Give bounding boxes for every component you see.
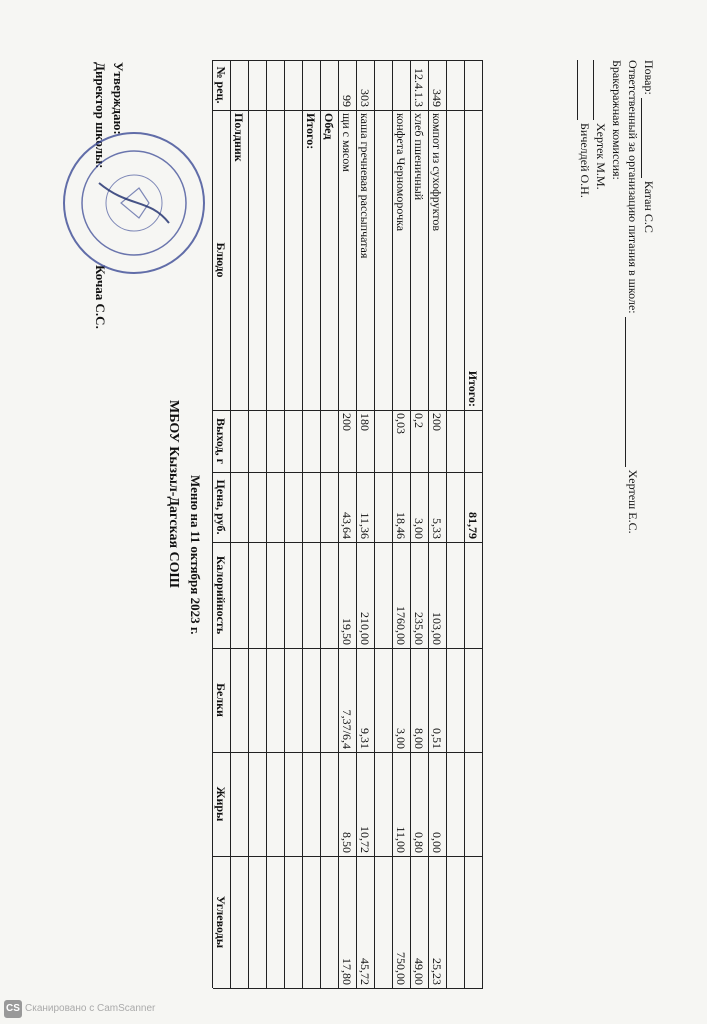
table-cell	[230, 856, 248, 988]
table-header-cell: Блюдо	[214, 242, 228, 278]
table-cell: 8,00	[412, 728, 426, 749]
commission-label: Бракеражная комиссия:	[610, 60, 624, 180]
table-cell: 81,79	[466, 512, 480, 539]
table-cell	[284, 856, 302, 988]
table-row	[464, 60, 483, 988]
table-cell: 0,00	[430, 832, 444, 853]
table-cell: 210,00	[358, 612, 372, 645]
table-cell: 3,00	[394, 728, 408, 749]
watermark-text: Сканировано с CamScanner	[25, 1003, 156, 1014]
table-cell	[464, 752, 482, 856]
commission-member-1	[593, 60, 609, 534]
school-stamp-icon	[59, 128, 209, 278]
table-cell: 0,03	[394, 413, 408, 434]
table-header-row	[212, 60, 231, 988]
cook-label: Повар:	[642, 60, 656, 95]
table-cell	[284, 648, 302, 752]
table-cell: Итого:	[304, 113, 318, 150]
table-cell: 11,36	[358, 512, 372, 539]
table-cell: 9,31	[358, 728, 372, 749]
table-cell	[446, 110, 464, 410]
table-cell: 19,50	[340, 618, 354, 645]
table-cell	[320, 856, 338, 988]
table-cell	[266, 856, 284, 988]
table-cell	[284, 60, 302, 110]
table-header-cell: Углеводы	[214, 895, 228, 949]
table-cell	[320, 542, 338, 648]
table-column-divider	[213, 752, 483, 753]
table-row	[446, 60, 465, 988]
table-cell	[230, 542, 248, 648]
table-cell	[230, 472, 248, 542]
table-cell: 17,80	[340, 958, 354, 985]
table-cell: компот из сухофруктов	[430, 113, 444, 232]
table-cell	[374, 410, 392, 472]
table-cell	[320, 60, 338, 110]
table-cell	[266, 110, 284, 410]
table-cell	[446, 472, 464, 542]
table-row	[338, 60, 357, 988]
table-cell: 349	[430, 89, 444, 107]
table-header-cell: № рец.	[214, 66, 228, 104]
table-cell: хлеб пшеничный	[412, 113, 426, 201]
table-cell	[248, 60, 266, 110]
table-cell	[302, 60, 320, 110]
table-cell: 0,51	[430, 728, 444, 749]
table-cell	[230, 648, 248, 752]
director-label: Директор школы:	[93, 62, 108, 169]
table-column-divider	[213, 110, 483, 111]
menu-table	[213, 60, 483, 988]
table-cell: 303	[358, 89, 372, 107]
table-cell: 0,2	[412, 413, 426, 428]
responsible-label: Ответственный за организацию питания в школе:	[626, 60, 640, 314]
table-cell: 103,00	[430, 612, 444, 645]
table-cell: Полдник	[232, 113, 246, 162]
table-cell	[230, 60, 248, 110]
table-header-cell: Цена, руб.	[214, 479, 228, 535]
table-column-divider	[213, 988, 483, 989]
table-cell	[464, 60, 482, 110]
table-cell	[446, 60, 464, 110]
table-cell	[374, 856, 392, 988]
table-row	[302, 60, 321, 988]
cook-signature-line	[641, 98, 654, 178]
responsible-signature-line	[625, 317, 638, 467]
director-name: Кочаа С.С.	[93, 265, 108, 329]
table-cell	[248, 648, 266, 752]
responsible-line	[625, 60, 641, 534]
member1-signature-line	[593, 60, 606, 120]
table-cell: 7,37/6,4	[340, 709, 354, 749]
table-cell	[266, 752, 284, 856]
table-cell: 25,23	[430, 958, 444, 985]
table-row	[320, 60, 339, 988]
table-cell	[320, 472, 338, 542]
table-row	[428, 60, 447, 988]
table-cell	[446, 542, 464, 648]
table-cell	[320, 752, 338, 856]
table-row	[374, 60, 393, 988]
table-cell: 3,00	[412, 518, 426, 539]
table-cell	[374, 648, 392, 752]
table-row	[266, 60, 285, 988]
table-cell	[230, 752, 248, 856]
table-column-divider	[213, 472, 483, 473]
table-column-divider	[213, 542, 483, 543]
table-cell	[284, 542, 302, 648]
table-cell: 0,80	[412, 832, 426, 853]
member2-name: Бичелдей О.Н.	[578, 123, 592, 198]
school-name: МБОУ Кызыл-Дагская СОШ	[166, 400, 181, 588]
cook-name: Катан С.С	[642, 180, 656, 233]
table-bottom-border	[212, 60, 213, 988]
table-header-cell: Выход, г	[214, 417, 228, 465]
table-cell: 200	[430, 413, 444, 431]
table-column-divider	[213, 648, 483, 649]
table-row	[392, 60, 411, 988]
table-cell: 750,00	[394, 952, 408, 985]
table-cell: щи с мясом	[340, 113, 354, 172]
signatures-block	[577, 60, 657, 534]
table-cell	[302, 542, 320, 648]
menu-title: Меню на 11 октября 2023 г.	[188, 475, 203, 635]
table-cell: 45,72	[358, 958, 372, 985]
table-row	[284, 60, 303, 988]
table-cell	[374, 110, 392, 410]
table-row	[248, 60, 267, 988]
table-cell	[266, 648, 284, 752]
table-column-divider	[213, 60, 483, 61]
table-cell	[374, 542, 392, 648]
table-cell	[302, 410, 320, 472]
table-cell	[446, 856, 464, 988]
table-cell: 18,46	[394, 512, 408, 539]
table-cell	[248, 542, 266, 648]
table-cell	[248, 752, 266, 856]
cook-line	[641, 60, 657, 534]
table-cell: 1760,00	[394, 606, 408, 645]
table-cell	[374, 60, 392, 110]
table-cell	[266, 472, 284, 542]
table-cell	[266, 60, 284, 110]
table-cell	[302, 856, 320, 988]
table-cell	[284, 410, 302, 472]
table-cell	[266, 542, 284, 648]
table-cell	[302, 648, 320, 752]
table-cell: 8,50	[340, 832, 354, 853]
table-row	[356, 60, 375, 988]
table-cell	[230, 410, 248, 472]
table-cell: Итого:	[466, 370, 480, 407]
table-header-cell: Жиры	[214, 786, 228, 822]
table-cell	[284, 752, 302, 856]
camscanner-watermark	[4, 1000, 155, 1018]
table-cell: конфета Черноморочка	[394, 113, 408, 232]
table-cell	[284, 472, 302, 542]
table-cell	[464, 410, 482, 472]
approve-label: Утверждаю:	[111, 62, 126, 135]
table-cell	[320, 648, 338, 752]
table-cell: 11,00	[394, 826, 408, 853]
table-cell	[464, 542, 482, 648]
table-cell: Обед	[322, 113, 336, 140]
table-cell	[248, 410, 266, 472]
table-cell	[374, 752, 392, 856]
table-cell: 200	[340, 413, 354, 431]
table-row	[410, 60, 429, 988]
table-cell	[320, 410, 338, 472]
table-header-cell: Калорийность	[214, 555, 228, 635]
table-column-divider	[213, 856, 483, 857]
table-cell: 10,72	[358, 826, 372, 853]
table-cell	[302, 752, 320, 856]
table-cell	[392, 60, 410, 110]
table-cell: 12.4.1.3	[412, 68, 426, 107]
member2-signature-line	[577, 60, 590, 120]
responsible-name: Хертеш Е.С.	[626, 469, 640, 534]
table-cell: 235,00	[412, 612, 426, 645]
table-cell	[248, 110, 266, 410]
table-cell: 49,00	[412, 958, 426, 985]
table-cell	[464, 856, 482, 988]
table-cell: 43,64	[340, 512, 354, 539]
table-cell	[374, 472, 392, 542]
table-cell	[446, 648, 464, 752]
table-cell	[266, 410, 284, 472]
table-row	[230, 60, 249, 988]
table-cell	[248, 856, 266, 988]
table-cell	[446, 752, 464, 856]
table-cell: 180	[358, 413, 372, 431]
table-cell: 5,33	[430, 518, 444, 539]
table-header-cell: Белки	[214, 683, 228, 717]
table-cell	[284, 110, 302, 410]
table-cell: 99	[340, 95, 354, 107]
table-cell	[446, 410, 464, 472]
commission-member-2	[577, 60, 593, 534]
camscanner-logo-icon: CS	[4, 1000, 22, 1018]
table-cell	[302, 472, 320, 542]
member1-name: Хертек М.М.	[594, 123, 608, 190]
table-cell: каша гречневая рассыпчатая	[358, 113, 372, 259]
table-cell	[248, 472, 266, 542]
table-cell	[464, 648, 482, 752]
table-column-divider	[213, 410, 483, 411]
